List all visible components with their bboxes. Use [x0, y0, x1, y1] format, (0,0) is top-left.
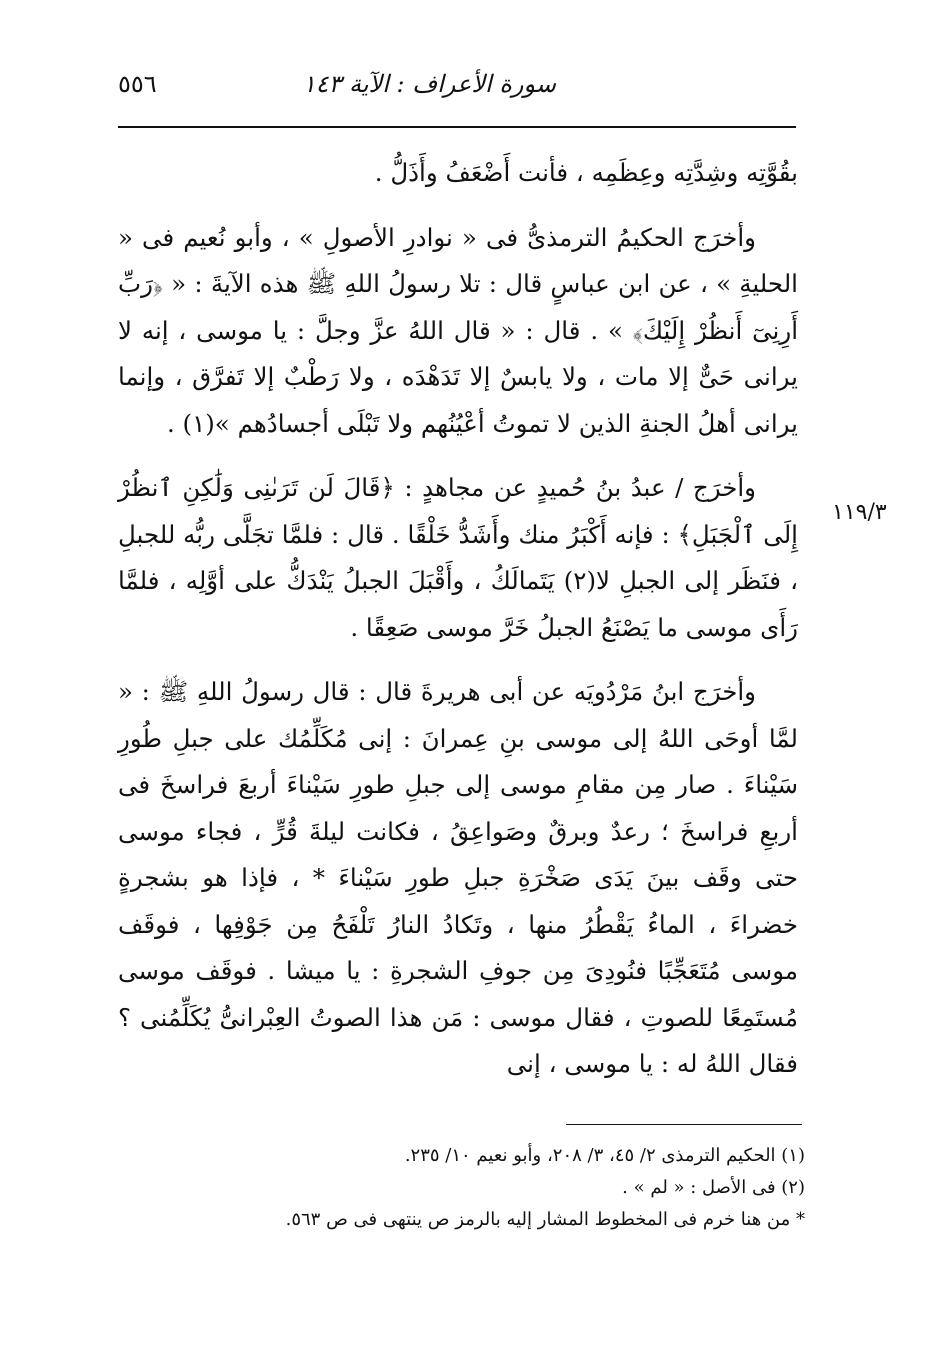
footnotes: [285, 1140, 805, 1236]
page-number: ٥٥٦: [118, 70, 157, 98]
page-header: [118, 70, 796, 128]
header-rule: [118, 126, 796, 128]
footnote-rule: [566, 1124, 802, 1125]
running-title: سورة الأعراف : الآية ١٤٣: [302, 70, 556, 98]
paragraph-4: وأخرَج ابنُ مَرْدُويَه عن أبى هريرةَ قال : قال رسولُ اللهِ ﷺ : « لمَّا أوحَى اللهُ إلى موسى بنِ عِمرانَ : إنى مُكَلِّمُك على جبلِ طُورِ سَيْناءَ . صار مِن مقامِ موسى إلى جبلِ طورِ سَيْناءَ أربعَ فراسخَ فى أربعِ فراسخَ ؛ رعدٌ وبرقٌ وصَواعِقُ ، فكانت ليلةَ قُرٍّ ، فجاء موسى حتى وقَف بينَ يَدَى صَخْرَةِ جبلِ طورِ سَيْناءَ * ، فإذا هو بشجرةٍ خضراءَ ، الماءُ يَقْطُرُ منها ، وتَكادُ النارُ تَلْفَحُ مِن جَوْفِها ، فوقَف موسى مُتَعَجِّبًا فنُودِىَ مِن جوفِ الشجرةِ : يا ميشا . فوقَف موسى مُستَمِعًا للصوتِ ، فقال موسى : مَن هذا الصوتُ العِبْرانىُّ يُكَلِّمُنى ؟ فقال اللهُ له : يا موسى ، إنى: [118, 677, 798, 1078]
footnote-2: (٢) فى الأصل : « لم » .: [622, 1177, 805, 1198]
footnote-1: (١) الحكيم الترمذى ٢/ ٤٥، ٣/ ٢٠٨، وأبو نعيم ١٠/ ٢٣٥.: [404, 1145, 805, 1166]
paragraph-3: وأخرَج / عبدُ بنُ حُميدٍ عن مجاهدٍ : ﴿قَالَ لَن تَرَىٰنِى وَلَٰكِنِ ٱنظُرْ إِلَى ٱلْجَبَلِ﴾ : فإنه أَكْبَرُ منك وأَشَدُّ خَلْقًا . قال : فلمَّا تجَلَّى ربُّه للجبلِ ، فنَظَر إلى الجبلِ لا(٢) يَتَمالَكُ ، وأَقْبَلَ الجبلُ يَنْدَكُّ على أوَّلِه ، فلمَّا رَأَى موسى ما يَصْنَعُ الجبلُ خَرَّ موسى صَعِقًا .: [118, 473, 798, 642]
footnote-3: * من هنا خرم فى المخطوط المشار إليه بالرمز ص ينتهى فى ص ٥٦٣.: [285, 1209, 805, 1230]
main-text: [118, 150, 798, 1088]
margin-reference: ١١٩/٣: [832, 500, 887, 525]
paragraph-2: وأخرَج الحكيمُ الترمذىُّ فى « نوادرِ الأصولِ » ، وأبو نُعيم فى « الحليةِ » ، عن ابن عباسٍ قال : تلا رسولُ اللهِ ﷺ هذه الآيةَ : « ﴿رَبِّ أَرِنِىٓ أَنظُرْ إِلَيْكَ﴾ » . قال : « قال اللهُ عزَّ وجلَّ : يا موسى ، إنه لا يرانى حَىٌّ إلا مات ، ولا يابسٌ إلا تَدَهْدَه ، ولا رَطْبٌ إلا تَفرَّق ، وإنما يرانى أهلُ الجنةِ الذين لا تموتُ أعْيُنُهم ولا تَبْلَى أجسادُهم »(١) .: [118, 222, 798, 438]
paragraph-1: بقُوَّتِه وشِدَّتِه وعِظَمِه ، فأنت أَضْعَفُ وأَذَلُّ .: [374, 158, 798, 187]
